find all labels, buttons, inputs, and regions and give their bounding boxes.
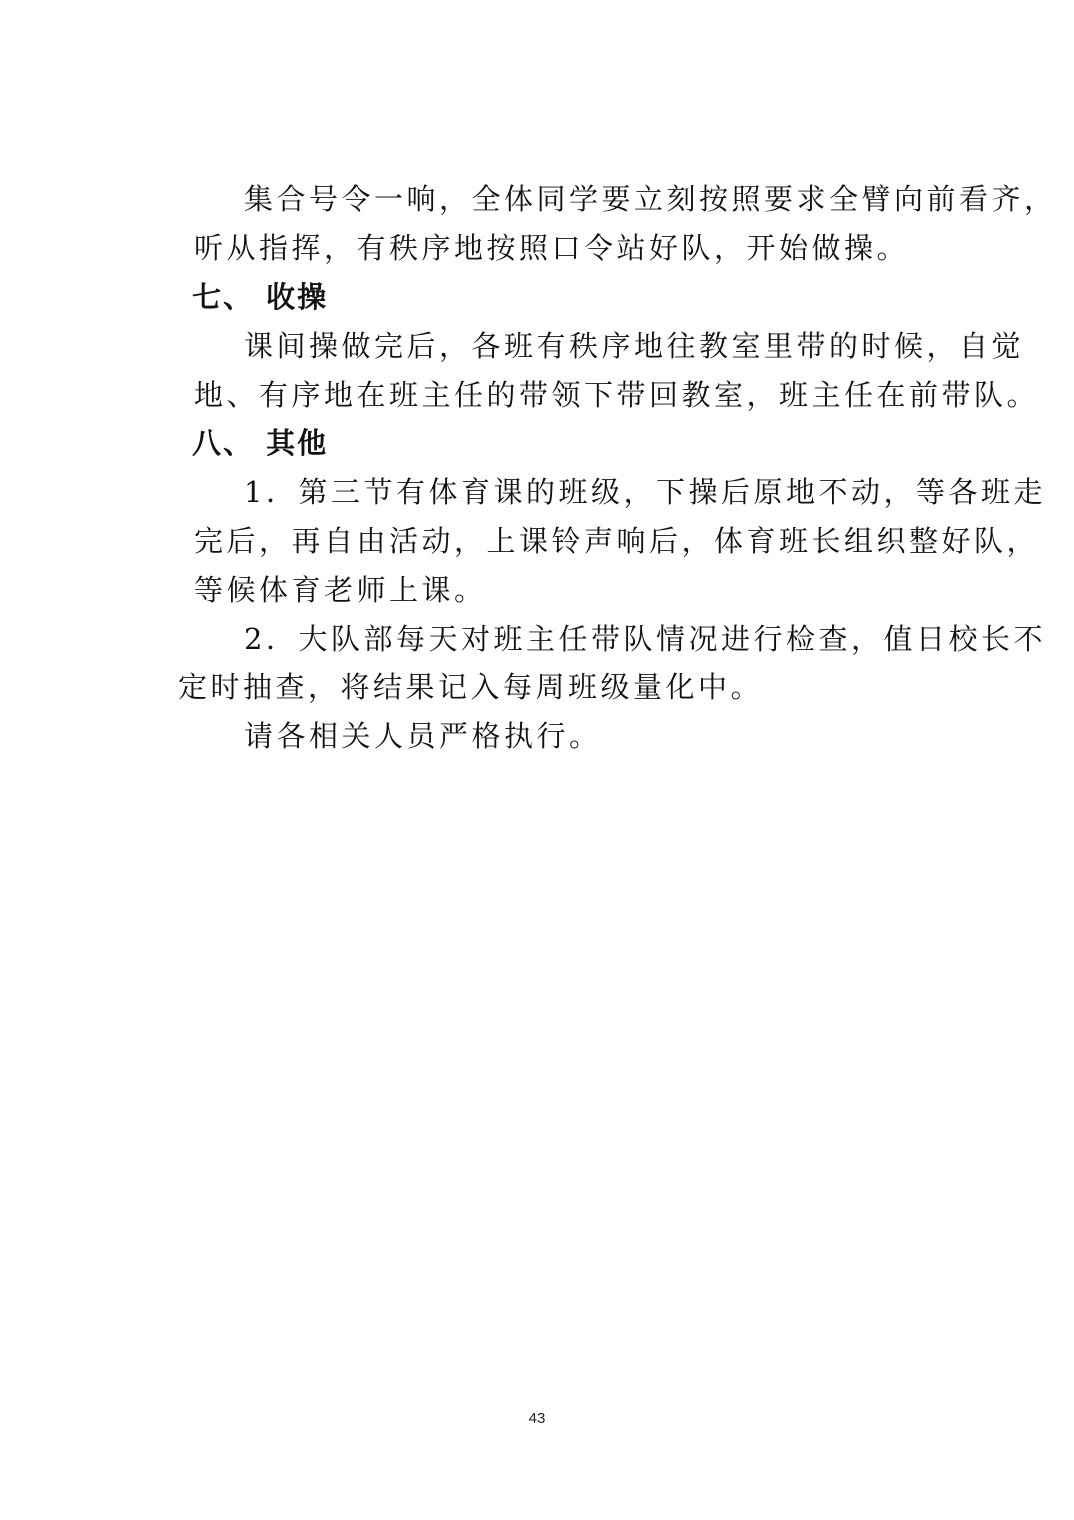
paragraph-line: 集合号令一响，全体同学要立刻按照要求全臂向前看齐，	[244, 182, 1057, 216]
paragraph-line: 听从指挥，有秩序地按照口令站好队，开始做操。	[194, 231, 910, 265]
paragraph-line: 等候体育老师上课。	[194, 573, 487, 607]
paragraph-line: 2．大队部每天对班主任带队情况进行检查，值日校长不	[244, 622, 1046, 656]
paragraph-line: 1．第三节有体育课的班级，下操后原地不动，等各班走	[244, 475, 1046, 509]
paragraph-line: 课间操做完后，各班有秩序地往教室里带的时候，自觉	[244, 329, 1025, 363]
paragraph-line: 地、有序地在班主任的带领下带回教室，班主任在前带队。	[194, 378, 1040, 412]
paragraph-line: 完后，再自由活动，上课铃声响后，体育班长组织整好队，	[194, 524, 1040, 558]
paragraph-line: 请各相关人员严格执行。	[244, 719, 602, 753]
paragraph-line: 定时抽查，将结果记入每周班级量化中。	[178, 670, 764, 704]
section-heading: 八、 其他	[192, 426, 329, 460]
page-number: 43	[528, 1410, 546, 1427]
section-heading: 七、 收操	[192, 280, 329, 314]
